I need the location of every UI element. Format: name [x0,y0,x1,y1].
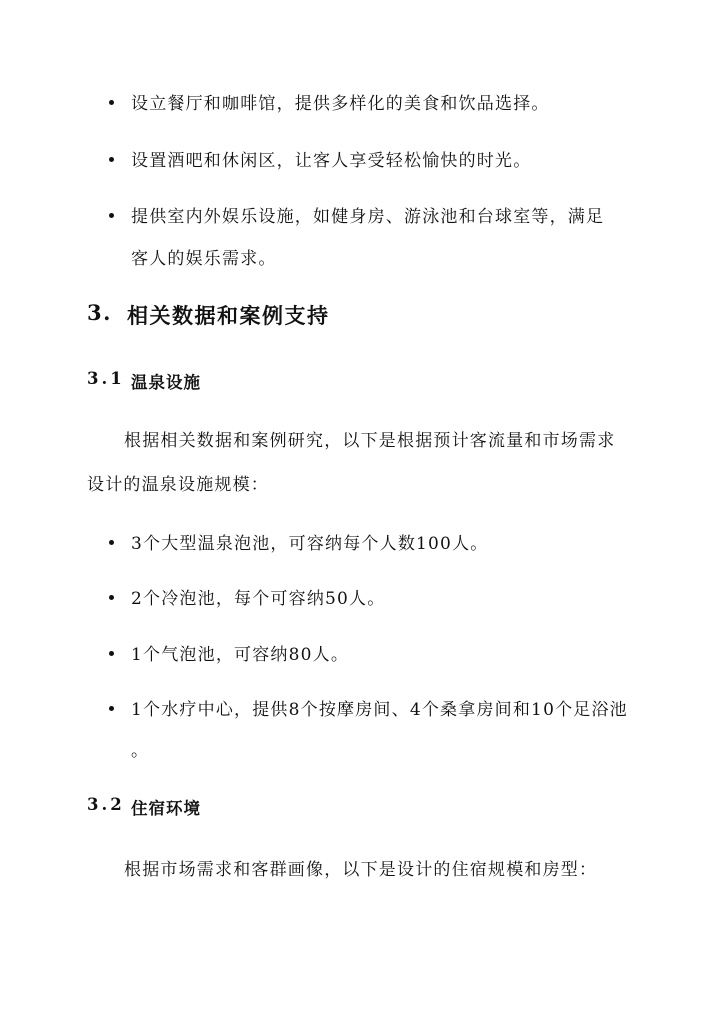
list-item-text: 设置酒吧和休闲区，让客人享受轻松愉快的时光。 [131,151,532,171]
bullet-icon [109,706,114,711]
bullet-icon [109,157,114,162]
bullet-icon [109,595,114,600]
bullet-icon [109,651,114,656]
subsection-title: 住宿环境 [131,799,201,818]
list-item-text: 1个气泡池，可容纳80人。 [131,645,350,665]
list-item-text: 客人的娱乐需求。 [131,249,277,269]
bullet-icon [109,213,114,218]
bullet-icon [109,540,114,545]
subsection-number: 3.2 [87,795,125,814]
section-number: 3. [87,300,112,325]
list-item-text: 设立餐厅和咖啡馆，提供多样化的美食和饮品选择。 [131,94,550,114]
list-item-text: 。 [131,741,150,761]
list-item-text: 2个冷泡池，每个可容纳50人。 [131,589,386,609]
subsection-title: 温泉设施 [131,373,201,392]
list-item-text: 提供室内外娱乐设施，如健身房、游泳池和台球室等，满足 [131,207,605,227]
bullet-icon [109,100,114,105]
list-item-text: 1个水疗中心，提供8个按摩房间、4个桑拿房间和10个足浴池 [131,700,628,720]
list-item-text: 3个大型温泉泡池，可容纳每个人数100人。 [131,534,489,554]
document-page: 设立餐厅和咖啡馆，提供多样化的美食和饮品选择。 设置酒吧和休闲区，让客人享受轻松愉快的时光。 提供室内外娱乐设施，如健身房、游泳池和台球室等，满足 客人的娱乐需求。 3. 相关数据和案例支持 3.1 温泉设施 根据相关数据和案例研究，以下是根据预计客流量和市场需求 设计的温泉设施规模： 3个大型温泉泡池，可容纳每个人数100人。 2个冷泡池，每个可容纳50人。 1个气泡池，可容纳80人。 1个水疗中心，提供8个按摩房间、4个桑拿房间和10个足浴池 。 3.2 住宿环境 根据市场需求和客群画像，以下是设计的住宿规模和房型： [0,0,720,1017]
section-title: 相关数据和案例支持 [127,303,330,328]
subsection-number: 3.1 [87,369,125,388]
